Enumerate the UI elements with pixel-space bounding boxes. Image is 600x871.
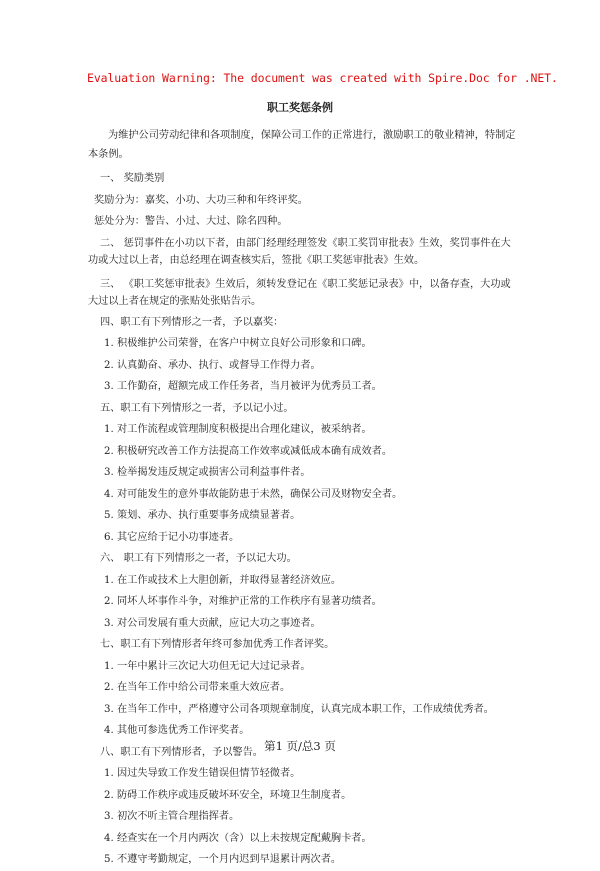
section7-item: 4. 其他可参选优秀工作评奖者。 (104, 725, 250, 736)
section1-heading: 一、 奖励类别 (100, 173, 165, 184)
section8-item: 4. 经查实在一个月内两次（含）以上未按规定配戴胸卡者。 (104, 832, 372, 844)
section7-heading: 七、职工有下列情形者年终可参加优秀工作者评奖。 (100, 639, 335, 650)
section3-paragraph: 三、 《职工奖惩审批表》生效后，须转发登记在《职工奖惩记录表》中，以备存查，大功或大过以上者在规定的张贴处张贴告示。 (88, 278, 511, 307)
section8-item: 1. 因过失导致工作发生错误但情节轻微者。 (104, 768, 301, 779)
evaluation-warning: Evaluation Warning: The document was created with Spire.Doc for .NET. (87, 71, 558, 85)
section5-item: 2. 积极研究改善工作方法提高工作效率或减低成本确有成效者。 (104, 445, 393, 457)
section4-item: 3. 工作勤奋，超额完成工作任务者，当月被评为优秀员工者。 (104, 381, 382, 392)
section7-item: 2. 在当年工作中给公司带来重大效应者。 (104, 682, 291, 693)
section7-item: 1. 一年中累计三次记大功但无记大过记录者。 (104, 660, 311, 672)
intro-paragraph: 为维护公司劳动纪律和各项制度，保障公司工作的正常进行，激励职工的敬业精神，特制定本条例。 (88, 130, 516, 160)
section6-heading: 六、 职工有下列情形之一者，予以记大功。 (100, 553, 297, 564)
section5-item: 6. 其它应给于记小功事迹者。 (104, 531, 240, 543)
section8-item: 2. 防碍工作秩序或违反破坏环安全，环境卫生制度者。 (104, 789, 352, 801)
document-title: 职工奖惩条例 (267, 101, 333, 114)
section6-item: 1. 在工作或技术上大胆创新，并取得显著经济效应。 (104, 574, 342, 586)
section1-penalty: 惩处分为：警告、小过、大过、除名四种。 (94, 216, 288, 227)
section5-item: 1. 对工作流程或管理制度积极提出合理化建议，被采纳者。 (104, 424, 372, 435)
section7-item: 3. 在当年工作中，严格遵守公司各项规章制度，认真完成本职工作，工作成绩优秀者。 (104, 703, 494, 715)
page-number: 第1 页/总3 页 (264, 739, 336, 753)
section5-item: 3. 检举揭发违反规定或损害公司利益事件者。 (104, 467, 311, 478)
document-body (88, 126, 520, 871)
section8-item: 3. 初次不听主管合理指挥者。 (104, 811, 240, 822)
section6-item: 3. 对公司发展有重大贡献，应记大功之事迹者。 (104, 617, 321, 629)
section1-reward: 奖励分为：嘉奖、小功、大功三种和年终评奖。 (94, 194, 308, 206)
section8-item: 5. 不遵守考勤规定，一个月内迟到早退累计两次者。 (104, 854, 342, 865)
section4-item: 1. 积极维护公司荣誉，在客户中树立良好公司形象和口碑。 (104, 338, 372, 349)
section8-heading: 八、职工有下列情形者，予以警告。 (100, 746, 263, 758)
section4-heading: 四、职工有下列情形之一者，予以嘉奖： (100, 316, 284, 328)
section5-item: 4. 对可能发生的意外事故能防患于未然，确保公司及财物安全者。 (104, 488, 403, 500)
section5-item: 5. 策划、承办、执行重要事务成绩显著者。 (104, 510, 301, 521)
section5-heading: 五、职工有下列情形之一者，予以记小过。 (100, 402, 294, 414)
section4-item: 2. 认真勤奋、承办、执行、或督导工作得力者。 (104, 359, 321, 371)
section2-paragraph: 二、 惩罚事件在小功以下者，由部门经理经理签发《职工奖罚审批表》生效，奖罚事件在大功或大过以上者，由总经理在调查核实后，签批《职工奖惩审批表》生效。 (88, 237, 511, 266)
section6-item: 2. 同坏人坏事作斗争，对维护正常的工作秩序有显著功绩者。 (104, 596, 382, 607)
